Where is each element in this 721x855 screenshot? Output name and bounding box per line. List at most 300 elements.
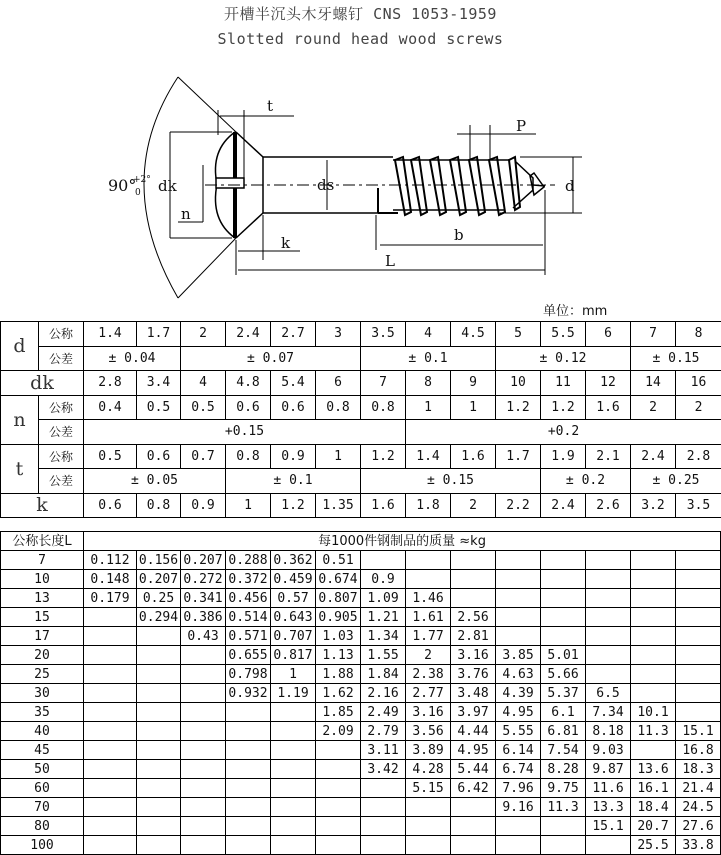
mass-cell: 3.11 — [361, 741, 406, 760]
mass-cell — [541, 551, 586, 570]
mass-cell — [181, 741, 226, 760]
mass-cell — [181, 722, 226, 741]
mass-cell: 1.09 — [361, 589, 406, 608]
mass-cell: 0.51 — [316, 551, 361, 570]
mass-cell — [361, 798, 406, 817]
length-cell: 80 — [1, 817, 84, 836]
cell-dk: 16 — [676, 371, 721, 396]
mass-cell — [676, 551, 721, 570]
mass-cell: 1 — [271, 665, 316, 684]
mass-cell: 0.807 — [316, 589, 361, 608]
mass-cell — [84, 684, 137, 703]
mass-cell: 25.5 — [631, 836, 676, 855]
cell-k: 1.2 — [271, 493, 316, 518]
mass-cell — [586, 665, 631, 684]
cell-k: 2.2 — [496, 493, 541, 518]
mass-cell — [541, 570, 586, 589]
mass-cell — [271, 798, 316, 817]
table-row — [1, 551, 721, 570]
mass-cell — [676, 570, 721, 589]
mass-cell — [181, 779, 226, 798]
mass-cell — [496, 570, 541, 589]
mass-cell — [226, 722, 271, 741]
mass-cell: 0.456 — [226, 589, 271, 608]
length-cell: 60 — [1, 779, 84, 798]
mass-cell: 4.44 — [451, 722, 496, 741]
mass-cell: 1.13 — [316, 646, 361, 665]
mass-cell — [181, 760, 226, 779]
mass-cell — [181, 703, 226, 722]
mass-cell: 21.4 — [676, 779, 721, 798]
dim-row-n-tolerance — [1, 420, 721, 445]
dim-row-d-nominal — [1, 322, 721, 347]
mass-cell — [586, 646, 631, 665]
mass-cell: 3.16 — [451, 646, 496, 665]
mass-cell: 3.85 — [496, 646, 541, 665]
table-row — [1, 741, 721, 760]
cell-t-nominal: 1.9 — [541, 444, 586, 469]
mass-cell — [631, 589, 676, 608]
mass-cell — [84, 703, 137, 722]
mass-cell: 0.798 — [226, 665, 271, 684]
mass-cell: 2.09 — [316, 722, 361, 741]
cell-d-nominal: 3 — [316, 322, 361, 347]
mass-cell: 1.62 — [316, 684, 361, 703]
mass-cell: 4.39 — [496, 684, 541, 703]
length-header: 公称长度L — [1, 532, 84, 551]
cell-k: 0.6 — [84, 493, 137, 518]
mass-cell: 8.18 — [586, 722, 631, 741]
mass-cell: 6.14 — [496, 741, 541, 760]
mass-cell: 9.75 — [541, 779, 586, 798]
cell-d-nominal: 5 — [496, 322, 541, 347]
length-cell: 25 — [1, 665, 84, 684]
mass-cell — [586, 608, 631, 627]
mass-cell: 1.84 — [361, 665, 406, 684]
mass-cell — [271, 703, 316, 722]
length-cell: 10 — [1, 570, 84, 589]
cell-n-nominal: 0.5 — [137, 395, 181, 420]
mass-cell: 20.7 — [631, 817, 676, 836]
dimension-table — [0, 321, 721, 518]
d-label: d — [565, 177, 575, 195]
mass-cell: 2.56 — [451, 608, 496, 627]
cell-n-nominal: 0.5 — [181, 395, 226, 420]
mass-cell — [84, 741, 137, 760]
mass-cell — [361, 551, 406, 570]
mass-cell — [631, 646, 676, 665]
mass-cell — [631, 570, 676, 589]
mass-cell — [84, 665, 137, 684]
mass-cell: 2.16 — [361, 684, 406, 703]
cell-t-nominal: 1.2 — [361, 444, 406, 469]
mass-cell: 2.81 — [451, 627, 496, 646]
cell-n-nominal: 1 — [406, 395, 451, 420]
mass-cell — [137, 684, 181, 703]
cell-d-nominal: 2 — [181, 322, 226, 347]
mass-cell: 1.88 — [316, 665, 361, 684]
cell-dk: 3.4 — [137, 371, 181, 396]
cell-d-nominal: 1.7 — [137, 322, 181, 347]
mass-cell — [226, 741, 271, 760]
mass-cell — [541, 608, 586, 627]
length-cell: 50 — [1, 760, 84, 779]
mass-cell — [181, 817, 226, 836]
mass-cell: 9.03 — [586, 741, 631, 760]
mass-cell — [84, 836, 137, 855]
cell-n-tolerance: +0.2 — [406, 420, 721, 445]
length-cell: 40 — [1, 722, 84, 741]
cell-t-tolerance: ± 0.05 — [84, 469, 226, 494]
cell-k: 1.6 — [361, 493, 406, 518]
mass-cell: 2.79 — [361, 722, 406, 741]
mass-cell: 2.49 — [361, 703, 406, 722]
cell-t-nominal: 2.8 — [676, 444, 721, 469]
mass-cell — [316, 741, 361, 760]
k-label: k — [281, 234, 291, 252]
mass-cell: 5.55 — [496, 722, 541, 741]
cell-t-nominal: 0.9 — [271, 444, 316, 469]
mass-cell — [361, 836, 406, 855]
mass-cell — [137, 836, 181, 855]
mass-cell — [676, 608, 721, 627]
mass-cell: 1.61 — [406, 608, 451, 627]
cell-k: 2.6 — [586, 493, 631, 518]
cell-d-tolerance: ± 0.04 — [84, 346, 181, 371]
mass-cell: 11.3 — [541, 798, 586, 817]
table-row — [1, 760, 721, 779]
cell-dk: 7 — [361, 371, 406, 396]
mass-cell — [541, 817, 586, 836]
mass-cell — [226, 703, 271, 722]
mass-cell: 0.25 — [137, 589, 181, 608]
cell-dk: 11 — [541, 371, 586, 396]
mass-cell — [451, 817, 496, 836]
cell-k: 3.2 — [631, 493, 676, 518]
mass-cell: 4.95 — [496, 703, 541, 722]
cell-t-nominal: 1.6 — [451, 444, 496, 469]
cell-n-nominal: 0.8 — [316, 395, 361, 420]
screw-diagram — [0, 55, 721, 305]
mass-cell: 5.15 — [406, 779, 451, 798]
mass-cell: 3.76 — [451, 665, 496, 684]
mass-cell: 0.57 — [271, 589, 316, 608]
mass-cell — [84, 798, 137, 817]
cell-d-nominal: 1.4 — [84, 322, 137, 347]
mass-cell: 0.112 — [84, 551, 137, 570]
cell-t-tolerance: ± 0.15 — [361, 469, 541, 494]
cell-dk: 12 — [586, 371, 631, 396]
mass-cell: 0.674 — [316, 570, 361, 589]
mass-cell — [676, 646, 721, 665]
mass-cell — [496, 817, 541, 836]
mass-cell — [84, 627, 137, 646]
angle-label: 90° — [108, 176, 136, 195]
table-row — [1, 684, 721, 703]
table-row — [1, 570, 721, 589]
mass-cell: 0.817 — [271, 646, 316, 665]
mass-cell: 6.81 — [541, 722, 586, 741]
mass-cell: 4.95 — [451, 741, 496, 760]
nominal-label: 公称 — [39, 444, 84, 469]
mass-cell — [586, 551, 631, 570]
mass-cell — [316, 817, 361, 836]
mass-cell — [676, 665, 721, 684]
mass-header: 每1000件钢制品的质量 ≈kg — [84, 532, 721, 551]
mass-cell: 0.272 — [181, 570, 226, 589]
mass-cell — [84, 722, 137, 741]
mass-cell — [451, 551, 496, 570]
mass-cell — [137, 779, 181, 798]
cell-dk: 6 — [316, 371, 361, 396]
mass-cell: 5.37 — [541, 684, 586, 703]
mass-cell — [226, 836, 271, 855]
cell-k: 2 — [451, 493, 496, 518]
mass-cell — [496, 551, 541, 570]
symbol-n: n — [1, 395, 39, 444]
mass-cell: 2.38 — [406, 665, 451, 684]
mass-cell — [271, 760, 316, 779]
mass-cell: 0.294 — [137, 608, 181, 627]
n-label: n — [181, 205, 191, 223]
mass-cell — [84, 817, 137, 836]
symbol-dk: dk — [1, 371, 84, 396]
cell-dk: 10 — [496, 371, 541, 396]
mass-cell: 0.148 — [84, 570, 137, 589]
mass-cell: 10.1 — [631, 703, 676, 722]
table-row — [1, 836, 721, 855]
dim-row-t-tolerance — [1, 469, 721, 494]
mass-cell — [541, 589, 586, 608]
table-row — [1, 703, 721, 722]
mass-cell — [137, 722, 181, 741]
mass-cell — [586, 570, 631, 589]
table-row — [1, 798, 721, 817]
cell-dk: 2.8 — [84, 371, 137, 396]
cell-n-nominal: 0.6 — [271, 395, 316, 420]
mass-cell: 0.362 — [271, 551, 316, 570]
mass-cell — [137, 665, 181, 684]
dim-row-k — [1, 493, 721, 518]
mass-cell: 0.179 — [84, 589, 137, 608]
mass-cell — [541, 836, 586, 855]
b-label: b — [454, 226, 464, 244]
table-row — [1, 646, 721, 665]
cell-d-nominal: 2.4 — [226, 322, 271, 347]
mass-cell — [271, 722, 316, 741]
mass-cell: 7.54 — [541, 741, 586, 760]
cell-n-nominal: 1.2 — [541, 395, 586, 420]
mass-cell: 8.28 — [541, 760, 586, 779]
mass-cell: 11.6 — [586, 779, 631, 798]
mass-cell — [84, 608, 137, 627]
cell-d-nominal: 8 — [676, 322, 721, 347]
mass-cell — [541, 627, 586, 646]
mass-cell: 4.28 — [406, 760, 451, 779]
mass-cell — [631, 608, 676, 627]
mass-cell — [676, 627, 721, 646]
mass-cell — [226, 779, 271, 798]
mass-cell: 0.372 — [226, 570, 271, 589]
title-english: Slotted round head wood screws — [0, 30, 721, 48]
mass-cell: 3.89 — [406, 741, 451, 760]
cell-k: 1 — [226, 493, 271, 518]
mass-cell — [137, 798, 181, 817]
mass-cell: 0.386 — [181, 608, 226, 627]
ds-label: ds — [317, 176, 334, 194]
t-label: t — [267, 97, 273, 115]
cell-d-nominal: 4 — [406, 322, 451, 347]
cell-t-nominal: 2.4 — [631, 444, 676, 469]
cell-t-nominal: 1 — [316, 444, 361, 469]
mass-cell — [271, 817, 316, 836]
mass-cell: 0.571 — [226, 627, 271, 646]
length-cell: 17 — [1, 627, 84, 646]
cell-d-tolerance: ± 0.07 — [181, 346, 361, 371]
mass-cell: 11.3 — [631, 722, 676, 741]
cell-t-nominal: 1.7 — [496, 444, 541, 469]
table-row — [1, 627, 721, 646]
mass-cell: 5.66 — [541, 665, 586, 684]
mass-cell: 0.9 — [361, 570, 406, 589]
length-cell: 35 — [1, 703, 84, 722]
mass-cell: 18.3 — [676, 760, 721, 779]
mass-cell: 1.34 — [361, 627, 406, 646]
cell-k: 2.4 — [541, 493, 586, 518]
cell-n-nominal: 0.8 — [361, 395, 406, 420]
mass-cell: 0.905 — [316, 608, 361, 627]
nominal-label: 公称 — [39, 395, 84, 420]
mass-cell — [84, 779, 137, 798]
mass-cell — [496, 608, 541, 627]
P-label: P — [516, 117, 526, 135]
mass-cell — [137, 817, 181, 836]
cell-k: 0.8 — [137, 493, 181, 518]
mass-header-row — [1, 532, 721, 551]
mass-cell — [451, 589, 496, 608]
mass-cell: 0.655 — [226, 646, 271, 665]
mass-cell: 0.707 — [271, 627, 316, 646]
table-row — [1, 817, 721, 836]
length-cell: 100 — [1, 836, 84, 855]
nominal-label: 公称 — [39, 322, 84, 347]
mass-cell — [406, 570, 451, 589]
mass-cell: 0.514 — [226, 608, 271, 627]
cell-n-tolerance: +0.15 — [84, 420, 406, 445]
cell-n-nominal: 2 — [676, 395, 721, 420]
cell-t-nominal: 2.1 — [586, 444, 631, 469]
angle-tol-plus: +2° — [133, 175, 151, 185]
dim-row-d-tolerance — [1, 346, 721, 371]
mass-cell: 6.74 — [496, 760, 541, 779]
mass-cell: 13.6 — [631, 760, 676, 779]
cell-d-nominal: 5.5 — [541, 322, 586, 347]
dk-label: dk — [158, 177, 178, 195]
mass-cell — [451, 836, 496, 855]
mass-cell — [406, 817, 451, 836]
mass-cell: 9.16 — [496, 798, 541, 817]
cell-t-nominal: 0.5 — [84, 444, 137, 469]
mass-cell: 0.207 — [181, 551, 226, 570]
mass-cell: 1.21 — [361, 608, 406, 627]
mass-cell — [586, 627, 631, 646]
mass-cell — [361, 779, 406, 798]
mass-cell: 0.932 — [226, 684, 271, 703]
mass-cell — [271, 779, 316, 798]
table-row — [1, 665, 721, 684]
cell-dk: 9 — [451, 371, 496, 396]
mass-cell — [137, 627, 181, 646]
mass-cell — [631, 627, 676, 646]
length-cell: 45 — [1, 741, 84, 760]
mass-cell — [451, 570, 496, 589]
mass-cell: 5.44 — [451, 760, 496, 779]
table-row — [1, 608, 721, 627]
mass-cell: 6.5 — [586, 684, 631, 703]
mass-cell — [586, 836, 631, 855]
mass-cell: 7.96 — [496, 779, 541, 798]
mass-cell: 0.43 — [181, 627, 226, 646]
mass-cell: 3.56 — [406, 722, 451, 741]
cell-t-tolerance: ± 0.2 — [541, 469, 631, 494]
cell-n-nominal: 0.6 — [226, 395, 271, 420]
mass-cell — [137, 703, 181, 722]
cell-k: 1.8 — [406, 493, 451, 518]
mass-cell: 5.01 — [541, 646, 586, 665]
mass-cell: 3.42 — [361, 760, 406, 779]
mass-cell — [451, 798, 496, 817]
length-cell: 70 — [1, 798, 84, 817]
mass-cell: 3.97 — [451, 703, 496, 722]
dim-row-n-nominal — [1, 395, 721, 420]
tolerance-label: 公差 — [39, 346, 84, 371]
mass-cell: 16.1 — [631, 779, 676, 798]
mass-cell — [137, 741, 181, 760]
mass-cell: 0.288 — [226, 551, 271, 570]
mass-cell: 1.77 — [406, 627, 451, 646]
mass-cell — [406, 836, 451, 855]
mass-cell: 0.156 — [137, 551, 181, 570]
mass-cell — [316, 760, 361, 779]
mass-cell: 0.207 — [137, 570, 181, 589]
cell-t-tolerance: ± 0.25 — [631, 469, 721, 494]
length-cell: 13 — [1, 589, 84, 608]
mass-cell — [84, 760, 137, 779]
cell-n-nominal: 1.6 — [586, 395, 631, 420]
cell-dk: 14 — [631, 371, 676, 396]
cell-dk: 4.8 — [226, 371, 271, 396]
dim-row-dk — [1, 371, 721, 396]
cell-k: 1.35 — [316, 493, 361, 518]
mass-cell — [181, 665, 226, 684]
cell-d-tolerance: ± 0.15 — [631, 346, 721, 371]
cell-d-nominal: 2.7 — [271, 322, 316, 347]
mass-cell: 3.16 — [406, 703, 451, 722]
symbol-k: k — [1, 493, 84, 518]
mass-cell — [181, 646, 226, 665]
length-cell: 15 — [1, 608, 84, 627]
cell-d-nominal: 6 — [586, 322, 631, 347]
cell-t-nominal: 0.8 — [226, 444, 271, 469]
mass-cell: 24.5 — [676, 798, 721, 817]
mass-cell — [496, 836, 541, 855]
mass-cell — [226, 760, 271, 779]
L-label: L — [385, 252, 395, 270]
mass-cell: 6.1 — [541, 703, 586, 722]
mass-cell: 33.8 — [676, 836, 721, 855]
mass-cell — [676, 703, 721, 722]
tolerance-label: 公差 — [39, 469, 84, 494]
